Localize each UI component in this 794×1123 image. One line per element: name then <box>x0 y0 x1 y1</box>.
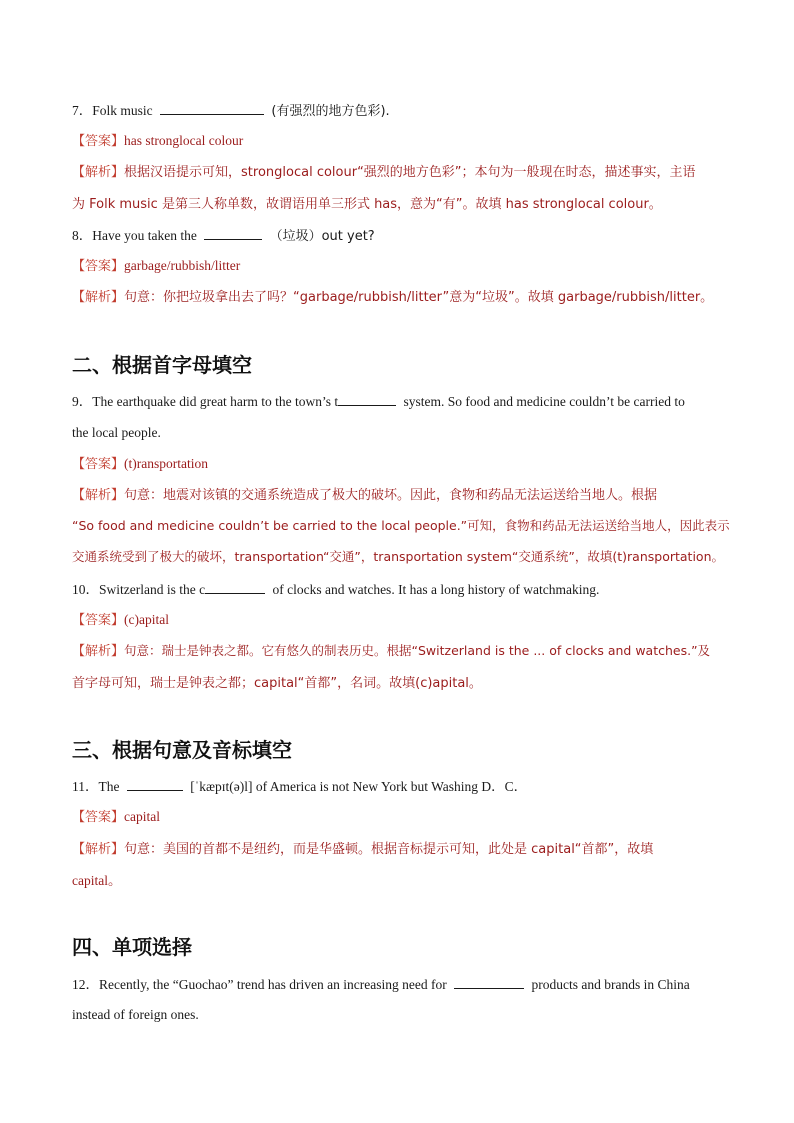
q11-blank <box>127 776 183 791</box>
question-9-analysis-line-1 <box>72 485 722 506</box>
q9-stem-l2: the local people. <box>72 425 161 440</box>
question-12-stem-line-1 <box>72 974 722 995</box>
q11-analysis-2: capital。 <box>72 873 122 888</box>
question-12-stem-line-2 <box>72 1005 722 1025</box>
answer-tag: 【答案】 <box>72 613 125 628</box>
q10-blank <box>205 579 265 594</box>
analysis-tag: 【解析】 <box>72 644 125 659</box>
answer-tag: 【答案】 <box>72 259 125 274</box>
question-11-analysis-line-1 <box>72 839 722 860</box>
q7-analysis-1: 根据汉语提示可知，stronglocal colour“强烈的地方色彩”；本句为一般现在时态，描述事实，主语 <box>124 165 696 180</box>
q10-stem-b: of clocks and watches. It has a long history of watchmaking. <box>272 582 600 597</box>
q10-answer-text: (c)apital <box>124 612 169 627</box>
question-9-analysis-line-2 <box>72 516 730 536</box>
section-2-heading: 二、根据首字母填空 <box>72 353 252 377</box>
question-8-stem <box>72 225 722 247</box>
question-10-stem <box>72 579 722 600</box>
question-11-analysis-line-2 <box>72 871 722 891</box>
answer-tag: 【答案】 <box>72 810 125 825</box>
question-8-answer <box>72 256 722 277</box>
section-4-heading: 四、单项选择 <box>72 935 192 959</box>
question-7-analysis-line-1 <box>72 162 722 183</box>
q10-analysis-2: 首字母可知，瑞士是钟表之都；capital“首都”，名词。故填(c)apital。 <box>72 676 482 691</box>
q9-stem-a: 9．The earthquake did great harm to the town’s t <box>72 394 339 409</box>
question-11-answer <box>72 807 722 828</box>
q9-analysis-3: 交通系统受到了极大的破坏，transportation“交通”，transportation system“交通系统”，故填(t)ransportation。 <box>72 549 724 564</box>
question-10-analysis-line-1 <box>72 641 722 662</box>
q8-stem-a: 8．Have you taken the <box>72 228 197 243</box>
analysis-tag: 【解析】 <box>72 290 125 305</box>
q7-blank <box>160 100 264 115</box>
question-10-analysis-line-2 <box>72 673 722 694</box>
q9-answer-text: (t)ransportation <box>124 456 208 471</box>
section-3-heading: 三、根据句意及音标填空 <box>72 738 292 762</box>
answer-tag: 【答案】 <box>72 134 125 149</box>
q10-stem-a: 10．Switzerland is the c <box>72 582 206 597</box>
question-7-stem <box>72 100 722 122</box>
question-7-answer <box>72 131 722 152</box>
question-7-analysis-line-2 <box>72 194 722 215</box>
analysis-tag: 【解析】 <box>72 165 125 180</box>
question-9-answer <box>72 454 722 475</box>
q8-stem-b: （垃圾）out yet? <box>269 229 375 244</box>
analysis-tag: 【解析】 <box>72 488 125 503</box>
q12-stem-a: 12．Recently, the “Guochao” trend has driven an increasing need for <box>72 977 447 992</box>
q12-stem-b: products and brands in China <box>531 977 690 992</box>
q12-blank <box>454 974 524 989</box>
q11-stem-a: 11．The <box>72 779 120 794</box>
question-9-stem-line-2 <box>72 423 722 443</box>
q7-stem-a: 7．Folk music <box>72 103 153 118</box>
q7-stem-b: (有强烈的地方色彩). <box>271 104 390 119</box>
q11-answer-text: capital <box>124 809 160 824</box>
q8-blank <box>204 225 262 240</box>
analysis-tag: 【解析】 <box>72 842 125 857</box>
q9-stem-b: system. So food and medicine couldn’t be carried to <box>403 394 685 409</box>
q7-analysis-2: 为 Folk music 是第三人称单数，故谓语用单三形式 has，意为“有”。故填 has stronglocal colour。 <box>72 197 662 212</box>
q10-analysis-1: 句意：瑞士是钟表之都。它有悠久的制表历史。根据“Switzerland is the ... of clocks and watches.”及 <box>124 643 711 658</box>
q12-stem-l2: instead of foreign ones. <box>72 1007 199 1022</box>
answer-tag: 【答案】 <box>72 457 125 472</box>
q8-analysis-1: 句意：你把垃圾拿出去了吗？“garbage/rubbish/litter”意为“垃圾”。故填 garbage/rubbish/litter。 <box>124 290 714 305</box>
question-9-stem-line-1 <box>72 391 722 412</box>
question-11-stem <box>72 776 722 797</box>
q7-answer-text: has stronglocal colour <box>124 133 244 148</box>
q11-stem-b: [ˈkæpɪt(ə)l] of America is not New York but Washing D．C． <box>190 779 528 794</box>
question-9-analysis-line-3 <box>72 547 722 567</box>
q9-analysis-1: 句意：地震对该镇的交通系统造成了极大的破坏。因此，食物和药品无法运送给当地人。根据 <box>124 488 658 503</box>
q8-answer-text: garbage/rubbish/litter <box>124 258 241 273</box>
q9-analysis-2: “So food and medicine couldn’t be carried to the local people.”可知，食物和药品无法运送给当地人，因此表示 <box>72 518 730 533</box>
q9-blank <box>338 391 396 406</box>
question-10-answer <box>72 610 722 631</box>
question-8-analysis-line-1 <box>72 287 722 308</box>
q11-analysis-1: 句意：美国的首都不是纽约，而是华盛顿。根据音标提示可知，此处是 capital“首都”，故填 <box>124 842 654 857</box>
